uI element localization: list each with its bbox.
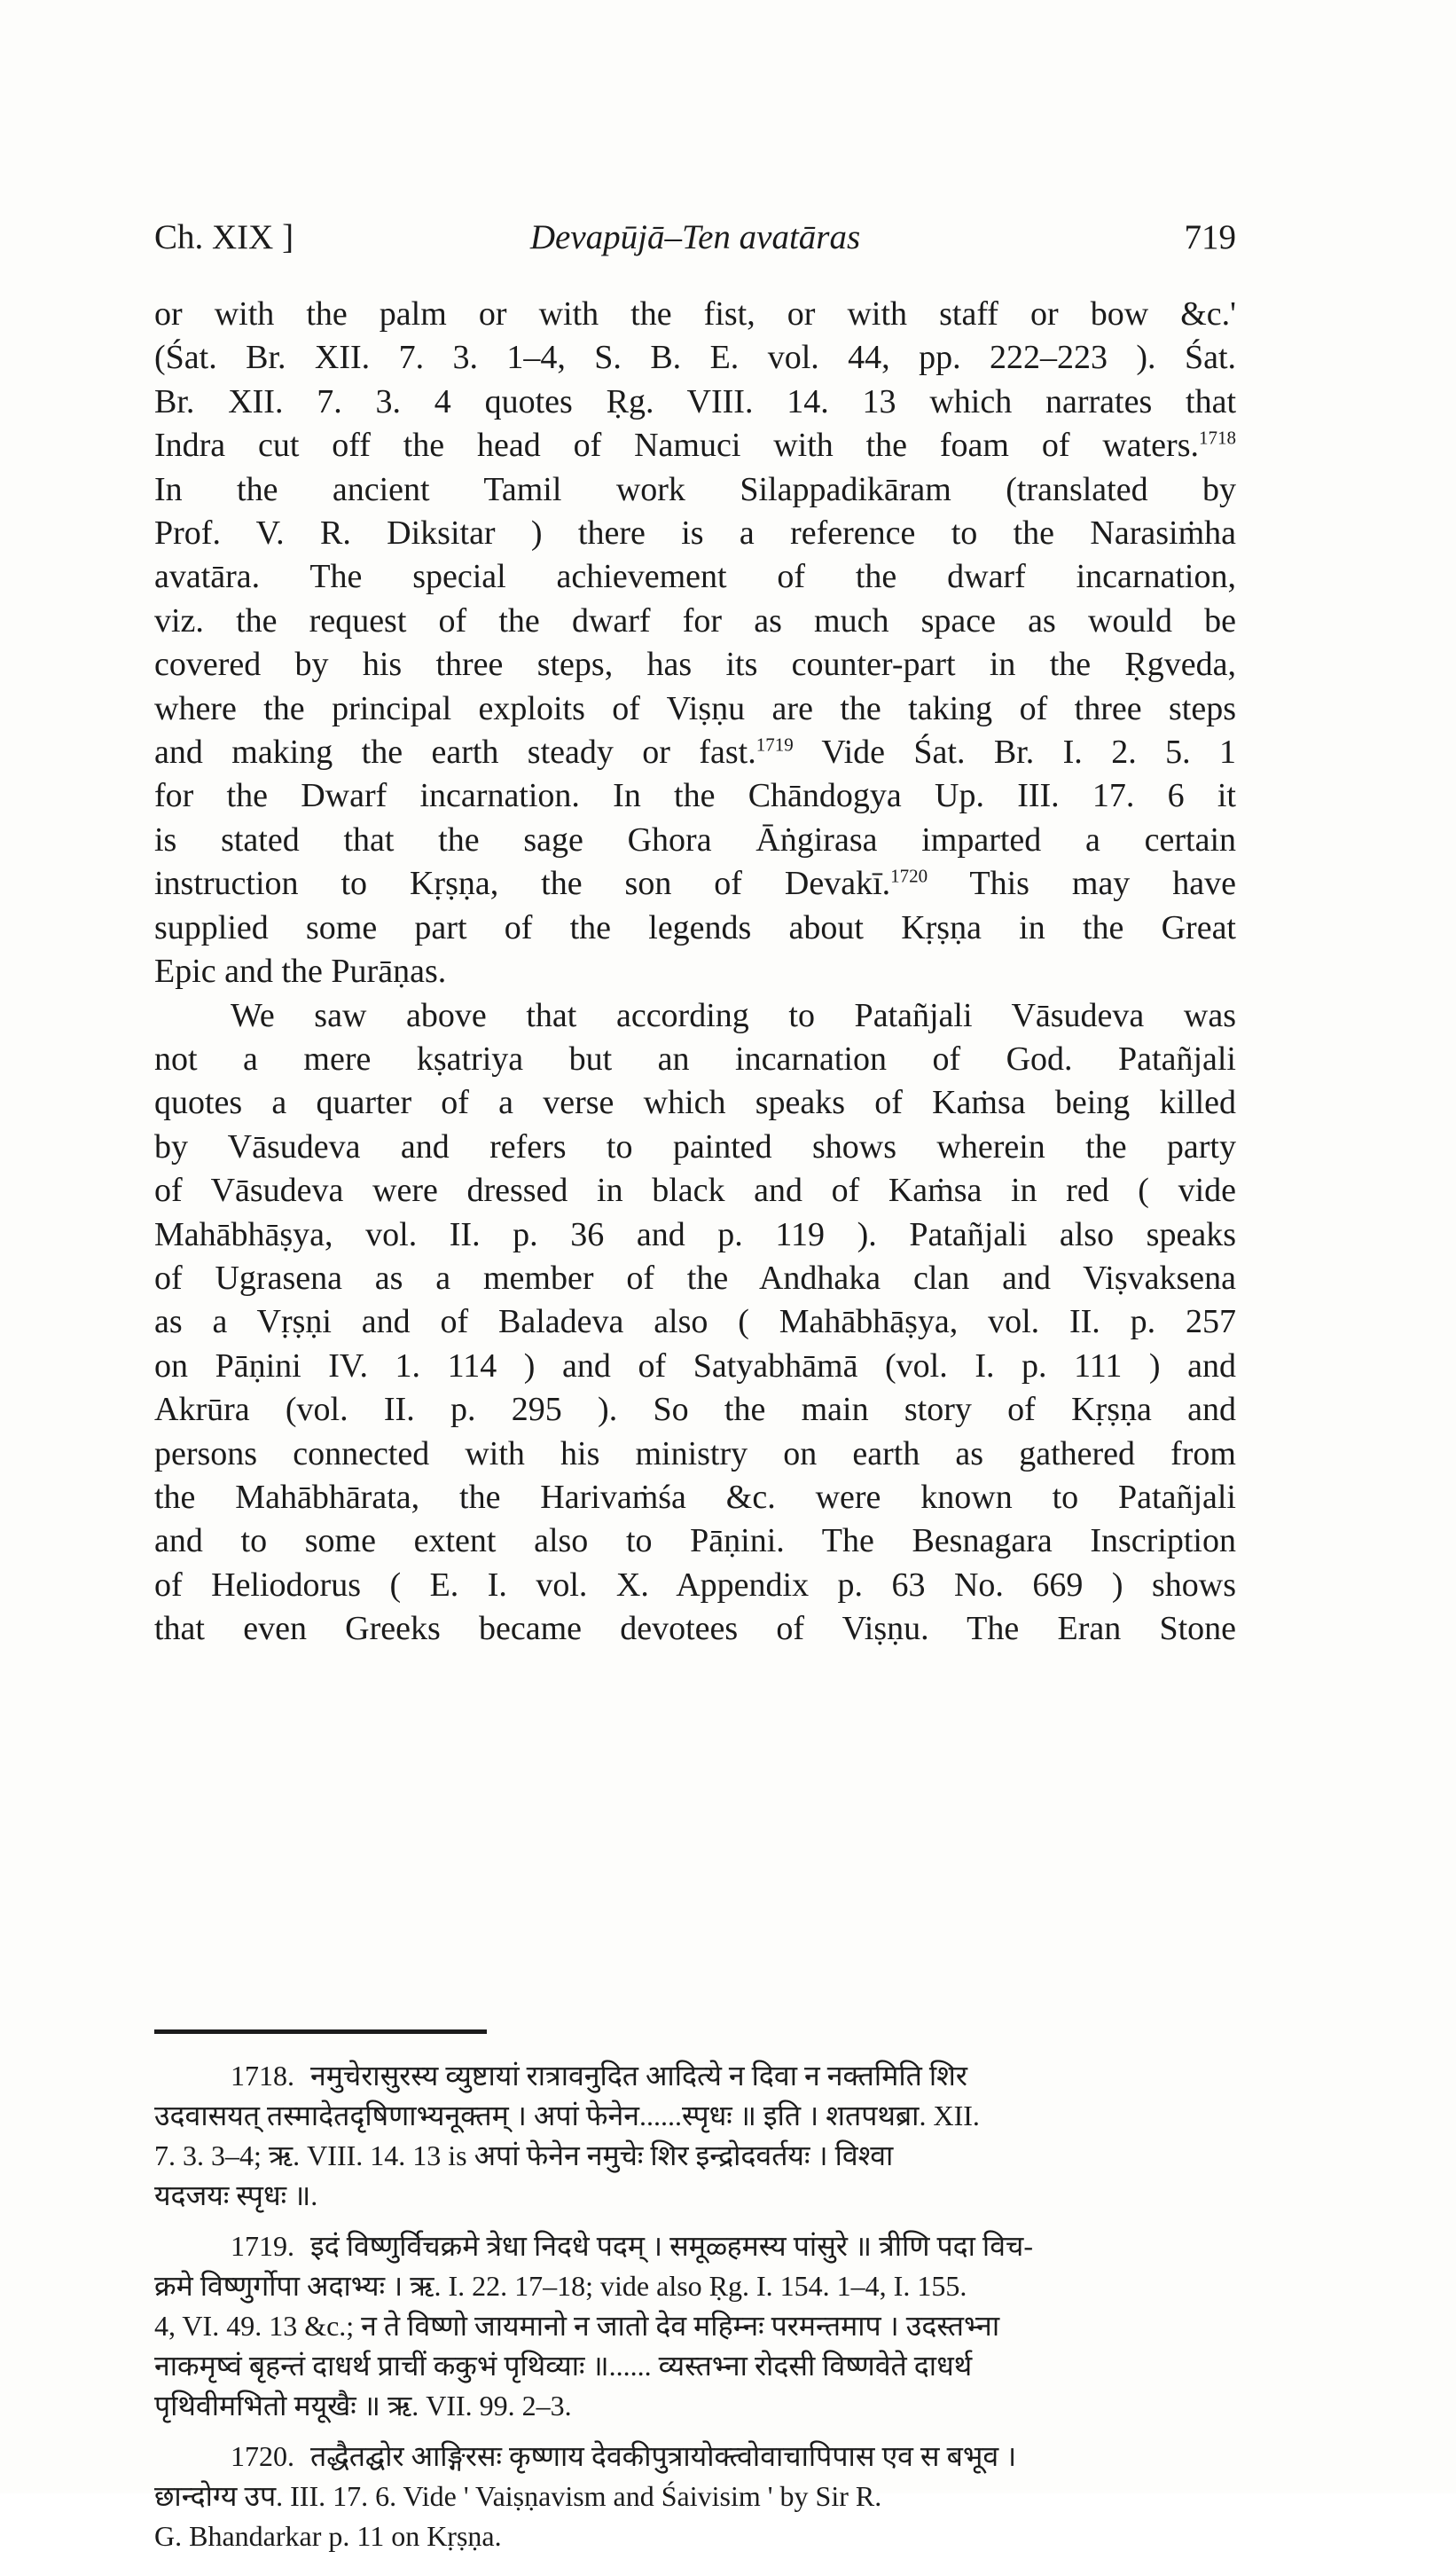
- chapter-label: Ch. XIX ]: [154, 218, 294, 256]
- body-line: is stated that the sage Ghora Āṅgirasa imparted a certain: [154, 820, 1236, 859]
- footnote-line: नाकमृष्वं बृहन्तं दाधर्थ प्राचीं ककुभं पृथिव्याः ॥...... व्यस्तभ्ना रोदसी विष्णवेते दाधर्थ: [154, 2350, 973, 2382]
- footnotes: [154, 2056, 1236, 2567]
- footnote-line: यदजयः स्पृधः ॥.: [154, 2179, 318, 2211]
- footnote-line: उदवासयत् तस्मादेतदृषिणाभ्यनूक्तम् । अपां फेनेन......स्पृधः ॥ इति । शतपथब्रा. XII.: [154, 2100, 980, 2131]
- footnote-divider: [154, 2029, 487, 2034]
- body-line: by Vāsudeva and refers to painted shows wherein the party: [154, 1127, 1236, 1166]
- body-line: We saw above that according to Patañjali Vāsudeva was: [231, 996, 1236, 1034]
- footnote-number: 1720.: [231, 2440, 294, 2472]
- body-line: as a Vṛṣṇi and of Baladeva also ( Mahābhāṣya, vol. II. p. 257: [154, 1303, 1236, 1341]
- body-line: Epic and the Purāṇas.: [154, 953, 447, 991]
- footnote-number: 1718.: [231, 2060, 294, 2092]
- footnote-line: 4, VI. 49. 13 &c.; न ते विष्णो जायमानो न जातो देव महिम्नः परमन्तमाप । उदस्तभ्ना: [154, 2310, 1000, 2342]
- body-line: quotes a quarter of a verse which speaks of Kaṁsa being killed: [154, 1084, 1236, 1122]
- footnote-line: 1719. इदं विष्णुर्विचक्रमे त्रेधा निदधे पदम् । समूळ्हमस्य पांसुरे ॥ त्रीणि पदा विच-: [231, 2230, 1033, 2262]
- body-line: In the ancient Tamil work Silappadikāram (translated by: [154, 470, 1236, 508]
- body-line: (Śat. Br. XII. 7. 3. 1–4, S. B. E. vol. 44, pp. 222–223 ). Śat.: [154, 339, 1236, 377]
- body-line: or with the palm or with the fist, or with staff or bow &c.': [154, 295, 1236, 333]
- footnote-line: 7. 3. 3–4; ऋ. VIII. 14. 13 is अपां फेनेन नमुचेः शिर इन्द्रोदवर्तयः । विश्वा: [154, 2139, 894, 2171]
- page-number: 719: [1184, 218, 1236, 256]
- footnote-1720: [154, 2437, 1236, 2556]
- footnote-1718: [154, 2056, 1236, 2216]
- body-line: the Mahābhārata, the Harivaṁśa &c. were known to Patañjali: [154, 1478, 1236, 1516]
- body-line: instruction to Kṛṣṇa, the son of Devakī.$^{1720}$ This may have: [154, 865, 1236, 903]
- footnote-line: पृथिवीमभितो मयूखैः ॥ ऋ. VII. 99. 2–3.: [154, 2390, 572, 2422]
- body-line: for the Dwarf incarnation. In the Chāndogya Up. III. 17. 6 it: [154, 777, 1236, 815]
- body-line: and to some extent also to Pāṇini. The Besnagara Inscription: [154, 1522, 1236, 1560]
- footnote-line: G. Bhandarkar p. 11 on Kṛṣṇa.: [154, 2520, 502, 2552]
- footnote-line: 1718. नमुचेरासुरस्य व्युष्टायां रात्रावनुदित आदित्ये न दिवा न नक्तमिति शिर: [231, 2060, 967, 2092]
- body-line: and making the earth steady or fast.$^{1719}$ Vide Śat. Br. I. 2. 5. 1: [154, 734, 1236, 772]
- body-line: of Heliodorus ( E. I. vol. X. Appendix p. 63 No. 669 ) shows: [154, 1566, 1236, 1604]
- footnote-line: 1720. तद्धैतद्घोर आङ्गिरसः कृष्णाय देवकीपुत्रायोक्त्वोवाचापिपास एव स बभूव ।: [231, 2440, 1017, 2472]
- footnote-line: क्रमे विष्णुर्गोपा अदाभ्यः । ऋ. I. 22. 17–18; vide also Ṛg. I. 154. 1–4, I. 155.: [154, 2270, 967, 2302]
- footnote-ref-1718[interactable]: 1718: [1199, 427, 1236, 449]
- body-line: Br. XII. 7. 3. 4 quotes Ṛg. VIII. 14. 13 which narrates that: [154, 382, 1236, 420]
- body-line: covered by his three steps, has its counter-part in the Ṛgveda,: [154, 646, 1236, 684]
- footnote-1719: [154, 2226, 1236, 2426]
- body-line: supplied some part of the legends about Kṛṣṇa in the Great: [154, 908, 1236, 946]
- footnote-ref-1720[interactable]: 1720: [890, 865, 928, 887]
- body-line: where the principal exploits of Viṣṇu are the taking of three steps: [154, 689, 1236, 727]
- body-line: of Ugrasena as a member of the Andhaka clan and Viṣvaksena: [154, 1259, 1236, 1297]
- body-line: that even Greeks became devotees of Viṣṇu. The Eran Stone: [154, 1610, 1236, 1648]
- body-line: not a mere kṣatriya but an incarnation of God. Patañjali: [154, 1040, 1236, 1078]
- body-line: on Pāṇini IV. 1. 114 ) and of Satyabhāmā (vol. I. p. 111 ) and: [154, 1346, 1236, 1385]
- body-line: avatāra. The special achievement of the dwarf incarnation,: [154, 558, 1236, 596]
- body-line: Akrūra (vol. II. p. 295 ). So the main story of Kṛṣṇa and: [154, 1391, 1236, 1429]
- body-line: persons connected with his ministry on earth as gathered from: [154, 1434, 1236, 1472]
- running-header: [154, 211, 1236, 264]
- body-line: Indra cut off the head of Namuci with the foam of waters.$^{1718}$: [154, 427, 1236, 465]
- footnote-ref-1719[interactable]: 1719: [755, 734, 794, 756]
- body-text: [154, 293, 1236, 1652]
- body-line: viz. the request of the dwarf for as much space as would be: [154, 601, 1236, 640]
- running-title: Devapūjā–Ten avatāras: [529, 218, 861, 256]
- body-line: Prof. V. R. Diksitar ) there is a reference to the Narasiṁha: [154, 514, 1236, 553]
- body-line: of Vāsudeva were dressed in black and of Kaṁsa in red ( vide: [154, 1172, 1236, 1210]
- footnote-number: 1719.: [231, 2230, 294, 2262]
- footnote-line: छान्दोग्य उप. III. 17. 6. Vide ' Vaiṣṇavism and Śaivisim ' by Sir R.: [154, 2480, 882, 2512]
- body-line: Mahābhāṣya, vol. II. p. 36 and p. 119 ). Patañjali also speaks: [154, 1215, 1236, 1253]
